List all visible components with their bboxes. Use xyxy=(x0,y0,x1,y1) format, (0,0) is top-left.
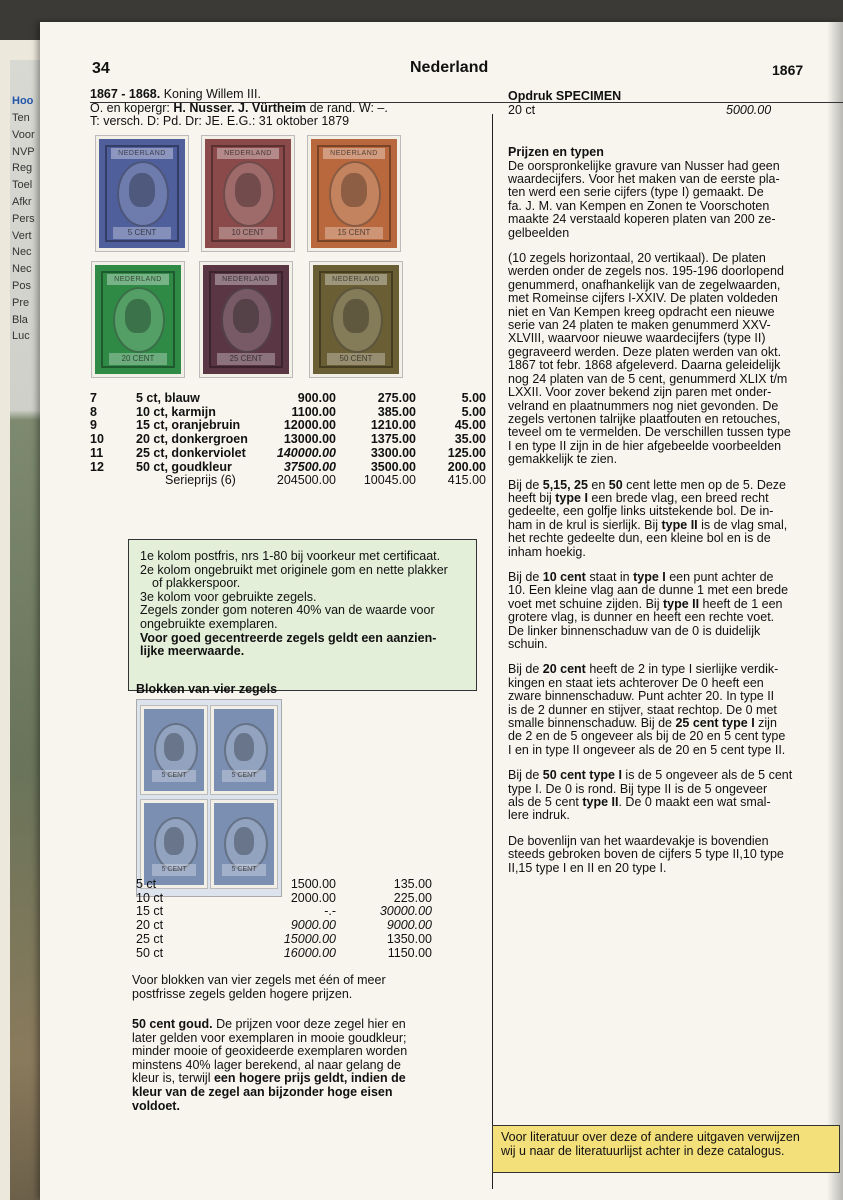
paragraph-line: serie van 24 platen te maken genummerd XXV- xyxy=(508,318,771,333)
gold-note-bold: een hogere prijs geldt, indien de xyxy=(213,1071,406,1086)
paragraph-line: teveel om te vermelden. De verschillen tussen type xyxy=(508,425,791,440)
block-value: 5 ct xyxy=(136,877,157,891)
gold-note-line: minstens 40% lager berekend, al naar gelang de xyxy=(132,1057,401,1072)
opdruk-section xyxy=(508,90,838,117)
issue-engraver-prefix: O. en kopergr: xyxy=(90,100,170,115)
stamp-country-label: NEDERLAND xyxy=(325,274,387,285)
text: Bij de xyxy=(508,768,543,783)
block-price-used: 225.00 xyxy=(393,890,432,905)
text: grotere vlag, is dunner en heeft een rechte voet. xyxy=(508,610,775,625)
underlying-page-line: Nec xyxy=(12,246,32,259)
serie-c1: 204500.00 xyxy=(276,473,336,488)
price-row xyxy=(90,419,486,433)
text: voet met schuine zijden. Bij xyxy=(508,596,663,611)
info-line: lijke meerwaarde. xyxy=(140,644,245,659)
text: staat in xyxy=(585,569,634,584)
opdruk-price: 5000.00 xyxy=(726,102,772,117)
prijzen-paragraph-4 xyxy=(508,571,843,651)
stamp-portrait xyxy=(235,173,261,207)
stamp-portrait xyxy=(341,173,367,207)
price-unused: 385.00 xyxy=(377,404,416,419)
block-price-row xyxy=(136,905,432,919)
prijzen-paragraph-1 xyxy=(508,160,843,240)
info-line: Voor goed gecentreerde zegels geldt een aanzien- xyxy=(140,630,437,645)
paragraph-line: zegels vertonen talrijke plaatfouten en retouches, xyxy=(508,411,781,426)
paragraph-line: LXXII. Voor zover bekend zijn paren met onder- xyxy=(508,385,772,400)
underlying-page-line: NVP xyxy=(12,145,35,158)
block-stamp xyxy=(211,706,277,794)
stamp-country-label: NEDERLAND xyxy=(215,274,277,285)
stamp-value-label: 5 CENT xyxy=(222,770,266,782)
price-mint: 12000.00 xyxy=(283,418,336,433)
price-row xyxy=(90,406,486,420)
blocks-note-line: Voor blokken van vier zegels met één of meer xyxy=(132,973,386,987)
stamp-portrait xyxy=(129,173,155,207)
text: lere indruk. xyxy=(508,808,570,823)
info-line: 2e kolom ongebruikt met originele gom en nette plakker xyxy=(140,562,448,577)
gold-note-text: kleur is, terwijl xyxy=(132,1071,211,1086)
text: de 2 en de 5 ongeveer als bij de 20 en 5 cent type xyxy=(508,729,786,744)
text: is de vlag smal, xyxy=(697,517,788,532)
stamp-image xyxy=(310,262,402,377)
stamp-value-label: 5 CENT xyxy=(152,864,196,876)
page-country-title: Nederland xyxy=(410,59,489,76)
stamp-image xyxy=(308,136,400,251)
stamp-value-label: 5 CENT xyxy=(113,227,171,239)
blocks-note xyxy=(132,974,492,1001)
text: heeft de 1 een xyxy=(699,596,783,611)
text: cent lette men op de 5. Deze xyxy=(622,477,786,492)
text: type I xyxy=(555,490,588,505)
text: 25 cent type I xyxy=(675,716,755,731)
price-used: 200.00 xyxy=(447,459,486,474)
price-unused: 1375.00 xyxy=(370,432,416,447)
price-used: 5.00 xyxy=(461,391,486,405)
block-price-row xyxy=(136,947,432,961)
text: kingen en staat iets achterover De 0 heeft een xyxy=(508,675,764,690)
block-value: 15 ct xyxy=(136,904,164,919)
catalog-number: 8 xyxy=(90,404,97,419)
block-stamp xyxy=(141,800,207,888)
stamp-country-label: NEDERLAND xyxy=(107,274,169,285)
text: 50 cent type I xyxy=(542,768,622,783)
page-year: 1867 xyxy=(772,62,804,78)
block-price-mint: 16000.00 xyxy=(283,945,336,960)
stamp-portrait xyxy=(233,299,259,333)
prijzen-section xyxy=(508,146,843,875)
paragraph-line: gelbeelden xyxy=(508,225,570,240)
text: gedeelte, een golfje links uitstekende bol. De in- xyxy=(508,504,774,519)
stamp-portrait xyxy=(234,827,254,855)
text: 50 xyxy=(608,477,623,492)
text: . De 0 maakt een wat smal- xyxy=(618,795,771,810)
stamp-country-label: NEDERLAND xyxy=(323,148,385,159)
stamp-description: 15 ct, oranjebruin xyxy=(136,418,241,433)
paragraph-line: velrand en plaatnummers nog niet gevonden. De xyxy=(508,398,779,413)
text: een punt achter de xyxy=(665,569,774,584)
price-mint: 900.00 xyxy=(297,391,336,405)
stamp-image xyxy=(92,262,184,377)
gold-note-line: kleur van de zegel aan bijzonder hoge eisen xyxy=(132,1084,393,1099)
block-value: 50 ct xyxy=(136,945,164,960)
text: heeft bij xyxy=(508,490,556,505)
gold-note xyxy=(132,1018,492,1113)
price-row xyxy=(90,461,486,475)
text: 10. Een kleine vlag aan de dunne 1 met een brede xyxy=(508,583,789,598)
price-unused: 3500.00 xyxy=(370,459,416,474)
catalog-number: 7 xyxy=(90,391,97,405)
stamp-value-label: 10 CENT xyxy=(219,227,277,239)
stamp-country-label: NEDERLAND xyxy=(217,148,279,159)
price-unused: 3300.00 xyxy=(370,445,416,460)
stamp-image xyxy=(96,136,188,251)
block-price-row xyxy=(136,892,432,906)
stamp-value-label: 5 CENT xyxy=(152,770,196,782)
text: 10 cent xyxy=(542,569,586,584)
text: ham in de krul is sierlijk. Bij xyxy=(508,517,662,532)
block-price-mint: 15000.00 xyxy=(283,931,336,946)
stamp-description: 10 ct, karmijn xyxy=(136,404,216,419)
serie-c3: 415.00 xyxy=(447,473,486,488)
text: type I. De 0 is rond. Bij type II is de 5 ongeveer xyxy=(508,781,768,796)
text: inham hoekig. xyxy=(508,544,586,559)
block-value: 20 ct xyxy=(136,918,164,933)
prijzen-title: Prijzen en typen xyxy=(508,145,604,159)
price-used: 35.00 xyxy=(454,432,486,447)
text: Bij de xyxy=(508,662,543,677)
text: De linker binnenschaduw van de 0 is duidelijk xyxy=(508,623,761,638)
price-used: 125.00 xyxy=(447,445,486,460)
price-used: 5.00 xyxy=(461,404,486,419)
stamp-value-label: 20 CENT xyxy=(109,353,167,365)
issue-heading xyxy=(90,88,490,129)
catalog-page xyxy=(40,22,843,1200)
text: Bij de xyxy=(508,569,543,584)
opdruk-value: 20 ct xyxy=(508,102,536,117)
stamp-image xyxy=(202,136,294,251)
paragraph-line: De oorspronkelijke gravure van Nusser had geen xyxy=(508,158,780,173)
issue-engraver-suffix: de rand. W: –. xyxy=(309,100,388,115)
stamp-portrait xyxy=(125,299,151,333)
stamp-description: 50 ct, goudkleur xyxy=(136,459,232,474)
underlying-page-line: Pre xyxy=(12,296,30,309)
info-line: of plakkerspoor. xyxy=(152,576,241,591)
paragraph-line: genummerd, onafhankelijk van de zegelwaarden, xyxy=(508,277,781,292)
prijzen-paragraph-6 xyxy=(508,769,843,823)
paragraph-line: gegraveerd werden. Deze platen werden van okt. xyxy=(508,344,782,359)
info-line: 1e kolom postfris, nrs 1-80 bij voorkeur met certificaat. xyxy=(140,549,441,563)
price-mint: 1100.00 xyxy=(291,404,336,419)
info-line: ongebruikte exemplaren. xyxy=(140,616,278,631)
text: zware binnenschaduw. Punt achter 20. In type II xyxy=(508,689,775,704)
gold-note-line: voldoet. xyxy=(132,1098,180,1113)
stamp-description: 20 ct, donkergroen xyxy=(136,432,248,447)
literature-line: Voor literatuur over deze of andere uitgaven verwijzen xyxy=(501,1130,800,1144)
gold-note-bold: 50 cent goud. xyxy=(132,1017,213,1031)
text: type I xyxy=(633,569,666,584)
gold-note-line: minder mooie of geoxideerde exemplaren worden xyxy=(132,1044,408,1059)
underlying-page-line: Toel xyxy=(12,179,33,192)
paragraph-line: maakte 24 verstaald koperen platen van 200 ze- xyxy=(508,212,776,227)
text: type II xyxy=(662,596,700,611)
blocks-title: Blokken van vier zegels xyxy=(136,682,278,696)
serie-label: Serieprijs (6) xyxy=(165,473,236,488)
text: Bij de xyxy=(508,477,543,492)
text: 5,15, 25 xyxy=(542,477,588,492)
catalog-number: 12 xyxy=(90,459,104,474)
text: 20 cent xyxy=(542,662,586,677)
price-unused: 1210.00 xyxy=(370,418,416,433)
text: een brede vlag, een breed recht xyxy=(587,490,769,505)
text: type II xyxy=(582,795,619,810)
paragraph-line: De bovenlijn van het waardevakje is bovendien xyxy=(508,833,769,848)
price-used: 45.00 xyxy=(454,418,486,433)
block-price-mint: 9000.00 xyxy=(290,918,336,933)
text: heeft de 2 in type I sierlijke verdik- xyxy=(585,662,779,677)
underlying-page-line: Voor xyxy=(12,128,35,141)
serie-row xyxy=(90,474,486,488)
block-price-used: 1350.00 xyxy=(386,931,432,946)
block-stamp xyxy=(211,800,277,888)
block-price-row xyxy=(136,919,432,933)
block-price-used: 135.00 xyxy=(393,877,432,891)
block-value: 10 ct xyxy=(136,890,164,905)
paragraph-line: met Romeinse cijfers I-XXIV. De platen voldeden xyxy=(508,291,778,306)
column-divider xyxy=(492,114,493,1189)
paragraph-line: steeds gebroken boven de cijfers 5 type II,10 type xyxy=(508,847,784,862)
prijzen-paragraph-3 xyxy=(508,479,843,559)
paragraph-line: II,15 type I en II en 20 type I. xyxy=(508,860,667,875)
block-price-mint: 2000.00 xyxy=(290,890,336,905)
gold-note-line: later gelden voor exemplaren in mooie goudkleur; xyxy=(132,1030,407,1045)
paragraph-line: fa. J. M. van Kempen en Zonen te Voorschoten xyxy=(508,198,770,213)
info-line: Zegels zonder gom noteren 40% van de waarde voor xyxy=(140,603,435,618)
catalog-number: 10 xyxy=(90,432,104,447)
text: smalle binnenschaduw. Bij de xyxy=(508,716,676,731)
text: type II xyxy=(661,517,698,532)
issue-years: 1867 - 1868. xyxy=(90,87,161,101)
underlying-page-heading: Hoo xyxy=(12,95,34,107)
price-row xyxy=(90,433,486,447)
underlying-page-line: Afkr xyxy=(12,196,32,208)
block-of-four-image xyxy=(136,699,282,897)
block-price-used: 30000.00 xyxy=(379,904,432,919)
blocks-price-table xyxy=(136,878,432,960)
block-price-row xyxy=(136,878,432,892)
underlying-page-line: Reg xyxy=(12,162,33,175)
stamp-description: 25 ct, donkerviolet xyxy=(136,445,246,460)
block-value: 25 ct xyxy=(136,931,164,946)
stamp-value-label: 5 CENT xyxy=(222,864,266,876)
page-number: 34 xyxy=(92,60,110,77)
paragraph-line: XLVIII, waarvoor nieuwe waardecijfers (type II) xyxy=(508,331,766,346)
price-mint: 13000.00 xyxy=(283,432,336,447)
prijzen-paragraph-5 xyxy=(508,663,843,757)
stamp-portrait xyxy=(164,733,184,761)
text: schuin. xyxy=(508,637,548,651)
text: als de 5 cent xyxy=(508,795,583,810)
underlying-page-line: Pers xyxy=(12,212,35,225)
issue-details: T: versch. D: Pd. Dr: JE. E.G.: 31 oktober 1879 xyxy=(90,114,350,129)
paragraph-line: niet en Van Kempen kreeg opdracht een nieuwe xyxy=(508,304,775,319)
block-price-row xyxy=(136,933,432,947)
stamp-value-label: 15 CENT xyxy=(325,227,383,239)
paragraph-line: I en type II zijn in de hier afgebeelde voorbeelden xyxy=(508,438,782,453)
issue-title: Koning Willem III. xyxy=(163,87,261,101)
column-explanation-box xyxy=(128,539,477,691)
gold-note-text: De prijzen voor deze zegel hier en xyxy=(216,1017,406,1031)
price-mint: 140000.00 xyxy=(276,445,336,460)
price-table xyxy=(90,392,486,488)
text: is de 2 dunner en stijver, staat rechtop. De 0 met xyxy=(508,702,777,717)
stamp-country-label: NEDERLAND xyxy=(111,148,173,159)
block-price-used: 1150.00 xyxy=(387,945,432,960)
text: zijn xyxy=(754,716,777,731)
stamp-description: 5 ct, blauw xyxy=(136,391,200,405)
prijzen-paragraph-7 xyxy=(508,835,843,875)
text: I en in type II ongeveer als de 20 en 5 cent type II. xyxy=(508,742,786,757)
underlying-page-line: Nec xyxy=(12,263,32,276)
underlying-page-line: Ten xyxy=(12,112,30,124)
underlying-page-line: Bla xyxy=(12,313,28,326)
serie-c2: 10045.00 xyxy=(363,473,416,488)
price-unused: 275.00 xyxy=(377,391,416,405)
text: en xyxy=(587,477,609,492)
price-row xyxy=(90,447,486,461)
block-stamp xyxy=(141,706,207,794)
text: is de 5 ongeveer als de 5 cent xyxy=(621,768,793,783)
paragraph-line: 1867 tot febr. 1868 afgeleverd. Daarna geleidelijk xyxy=(508,358,781,373)
stamp-image xyxy=(200,262,292,377)
opdruk-title: Opdruk SPECIMEN xyxy=(508,89,622,103)
prijzen-paragraph-2 xyxy=(508,252,843,467)
catalog-number: 9 xyxy=(90,418,97,433)
text: het rechte gedeelte dun, een kleine bol en is de xyxy=(508,531,771,546)
stamp-portrait xyxy=(234,733,254,761)
block-price-mint: -.- xyxy=(324,904,336,919)
catalog-number: 11 xyxy=(90,445,104,460)
info-line: 3e kolom voor gebruikte zegels. xyxy=(140,589,317,604)
literature-line: wij u naar de literatuurlijst achter in deze catalogus. xyxy=(501,1143,785,1158)
paragraph-line: nog 24 platen van de 5 cent, genummerd XLIX t/m xyxy=(508,371,788,386)
stamp-portrait xyxy=(164,827,184,855)
stamp-value-label: 50 CENT xyxy=(327,353,385,365)
paragraph-line: ten werd een serie cijfers (type I) gemaakt. De xyxy=(508,185,764,200)
stamp-value-label: 25 CENT xyxy=(217,353,275,365)
paragraph-line: gemakkelijk te zien. xyxy=(508,452,618,467)
underlying-page-line: Vert xyxy=(12,229,32,242)
stamp-portrait xyxy=(343,299,369,333)
paragraph-line: werden onder de zegels nos. 195-196 doorlopend xyxy=(508,264,784,279)
price-row xyxy=(90,392,486,406)
block-price-used: 9000.00 xyxy=(386,918,432,933)
underlying-page-line: Luc xyxy=(12,330,30,343)
block-price-mint: 1500.00 xyxy=(290,877,336,891)
underlying-page-line: Pos xyxy=(12,280,31,292)
blocks-note-line: postfrisse zegels gelden hogere prijzen. xyxy=(132,986,353,1001)
literature-note-box xyxy=(492,1125,840,1173)
paragraph-line: (10 zegels horizontaal, 20 vertikaal). De platen xyxy=(508,251,766,266)
price-mint: 37500.00 xyxy=(283,459,336,474)
issue-engraver-names: H. Nusser. J. Vürtheim xyxy=(173,100,307,115)
paragraph-line: waardecijfers. Voor het maken van de eerste pla- xyxy=(508,172,780,186)
